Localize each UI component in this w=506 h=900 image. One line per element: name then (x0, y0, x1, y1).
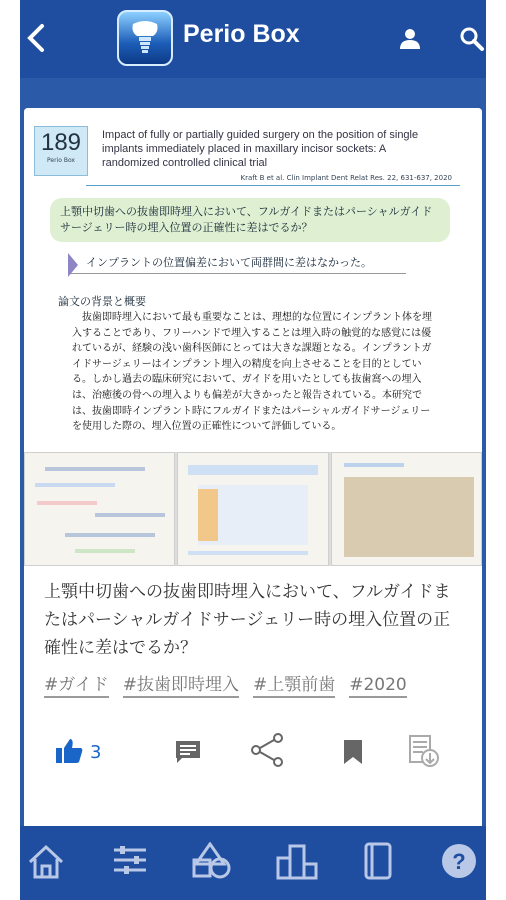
back-icon[interactable] (22, 20, 50, 56)
post-actions (54, 736, 452, 776)
like-count: 3 (90, 742, 102, 763)
app (20, 0, 486, 900)
help-icon[interactable] (440, 842, 478, 880)
answer-text: インプラントの位置偏差において両群間に差はなかった。 (86, 256, 372, 269)
header (20, 0, 486, 78)
frame-left (0, 0, 20, 900)
feed (20, 78, 486, 826)
paper-number-badge (34, 126, 88, 176)
post-caption: 上顎中切歯への抜歯即時埋入において、フルガイドまたはパーシャルガイドサージェリー時の埋入位置の正確性に差はでるか？ (44, 582, 451, 658)
bottom-tab-bar (20, 826, 486, 900)
answer-marker (68, 253, 78, 277)
paper-number: 189 (40, 129, 82, 156)
comment-icon[interactable] (174, 738, 202, 766)
paper-summary-image[interactable] (24, 108, 482, 450)
paper-number-sub: Perio Box (47, 157, 75, 164)
thumbnail-results-table[interactable] (177, 452, 328, 566)
app-title: Perio Box (183, 20, 300, 48)
next-card-edge (24, 808, 482, 818)
like-button[interactable] (54, 736, 102, 770)
section-heading: 論文の背景と概要 (58, 295, 146, 308)
search-icon[interactable] (459, 26, 485, 52)
bookmark-icon[interactable] (342, 738, 364, 766)
book-icon[interactable] (364, 842, 392, 882)
tag-link[interactable]: #上顎前歯 (253, 674, 335, 698)
tag-list (44, 674, 407, 698)
paper-body-text: 抜歯即時埋入において最も重要なことは、理想的な位置にインプラント体を埋入することであり、フリーハンドで埋入することは埋入時の触覚的な感覚には優れているが、経験の浅い歯科医師にとっては大きな課題となる。インプラントガイドサージェリーはインプラント埋入の精度を向上させることを目的としている。しかし過去の臨床研究において、ガイドを用いたとしても抜歯窩への埋入は、治癒後の骨への埋入よりも偏差が大きかったと報告されている。本研究では、抜歯即時インプラント時にフルガイドまたはパーシャルガイドサージェリーを使用した際の、埋入位置の正確性について評価している。 (72, 312, 432, 433)
post-card[interactable] (24, 108, 482, 860)
pdf-icon[interactable] (408, 734, 440, 768)
home-icon[interactable] (26, 842, 66, 882)
divider (86, 185, 460, 186)
paper-title: Impact of fully or partially guided surgery on the position of single implants immediately placed in maxillary incisor sockets: A randomized controlled clinical trial (102, 129, 419, 169)
paper-reference: Kraft B et al. Clin Implant Dent Relat Res. 22, 631-637, 2020 (240, 174, 452, 182)
share-icon[interactable] (250, 732, 286, 768)
figure-thumbnails (24, 452, 482, 566)
thumbnail-discussion[interactable] (331, 452, 482, 566)
svg-text:?: ? (452, 849, 466, 874)
ranking-icon[interactable] (276, 842, 318, 882)
tag-link[interactable]: #2020 (349, 674, 407, 698)
shapes-icon[interactable] (190, 842, 234, 882)
filter-icon[interactable] (112, 842, 148, 882)
app-logo (117, 10, 173, 66)
tag-link[interactable]: #ガイド (44, 674, 109, 698)
frame-right (486, 0, 506, 900)
answer-box (68, 253, 406, 274)
tag-link[interactable]: #抜歯即時埋入 (123, 674, 239, 698)
like-icon (54, 736, 84, 766)
thumbnail-study-design[interactable] (24, 452, 175, 566)
question-box: 上顎中切歯への抜歯即時埋入において、フルガイドまたはパーシャルガイドサージェリー時の埋入位置の正確性に差はでるか？ (50, 198, 450, 242)
user-icon[interactable] (398, 27, 422, 51)
